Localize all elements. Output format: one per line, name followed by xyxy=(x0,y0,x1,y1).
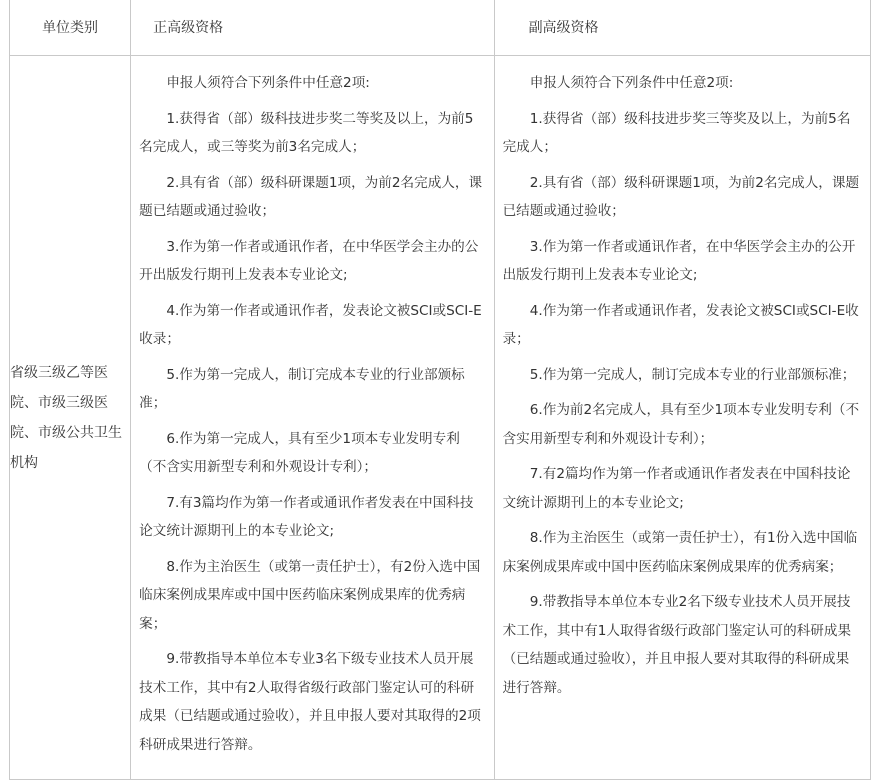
associate-requirements-cell xyxy=(494,56,870,780)
table-header-row xyxy=(10,0,871,56)
requirement-item: 1.获得省（部）级科技进步奖三等奖及以上，为前5名完成人； xyxy=(502,110,851,155)
requirement-item: 4.作为第一作者或通讯作者，发表论文被SCI或SCI-E收录； xyxy=(139,302,482,347)
requirement-intro: 申报人须符合下列条件中任意2项: xyxy=(529,75,734,91)
requirement-item: 3.作为第一作者或通讯作者，在中华医学会主办的公开出版发行期刊上发表本专业论文; xyxy=(502,238,856,283)
requirement-item: 4.作为第一作者或通讯作者，发表论文被SCI或SCI-E收录； xyxy=(502,302,859,347)
requirement-item: 6.作为第一完成人，具有至少1项本专业发明专利（不含实用新型专利和外观设计专利）； xyxy=(139,430,460,475)
senior-requirements-cell xyxy=(131,56,494,780)
header-unit-category: 单位类别 xyxy=(10,0,131,56)
requirement-item: 8.作为主治医生（或第一责任护士），有1份入选中国临床案例成果库或中国中医药临床案例成果库的优秀病案； xyxy=(502,530,858,575)
requirement-item: 9.带教指导本单位本专业3名下级专业技术人员开展技术工作，其中有2人取得省级行政部门鉴定认可的科研成果（已结题或通过验收），并且申报人要对其取得的2项科研成果进行答辩。 xyxy=(139,651,481,753)
requirement-item: 7.有3篇均作为第一作者或通讯作者发表在中国科技论文统计源期刊上的本专业论文; xyxy=(139,494,474,539)
requirement-item: 3.作为第一作者或通讯作者，在中华医学会主办的公开出版发行期刊上发表本专业论文; xyxy=(139,238,479,283)
header-senior-qualification: 正高级资格 xyxy=(131,0,494,56)
requirement-item: 8.作为主治医生（或第一责任护士），有2份入选中国临床案例成果库或中国中医药临床案例成果库的优秀病案； xyxy=(139,558,481,632)
requirement-item: 6.作为前2名完成人，具有至少1项本专业发明专利（不含实用新型专利和外观设计专利）； xyxy=(502,402,860,447)
requirement-item: 2.具有省（部）级科研课题1项，为前2名完成人，课题已结题或通过验收； xyxy=(139,174,483,219)
requirement-item: 1.获得省（部）级科技进步奖二等奖及以上，为前5名完成人，或三等奖为前3名完成人； xyxy=(139,110,474,155)
unit-category-cell: 省级三级乙等医院、市级三级医院、市级公共卫生机构 xyxy=(10,56,131,780)
requirement-item: 2.具有省（部）级科研课题1项，为前2名完成人，课题已结题或通过验收； xyxy=(502,174,860,219)
requirement-item: 9.带教指导本单位本专业2名下级专业技术人员开展技术工作，其中有1人取得省级行政部门鉴定认可的科研成果（已结题或通过验收），并且申报人要对其取得的科研成果进行答辩。 xyxy=(502,594,852,696)
requirement-intro: 申报人须符合下列条件中任意2项: xyxy=(166,75,370,91)
qualification-table xyxy=(9,0,871,780)
requirement-item: 5.作为第一完成人，制订完成本专业的行业部颁标准； xyxy=(529,366,856,383)
requirement-item: 7.有2篇均作为第一作者或通讯作者发表在中国科技论文统计源期刊上的本专业论文; xyxy=(502,466,851,511)
table-row xyxy=(10,56,871,780)
requirement-item: 5.作为第一完成人，制订完成本专业的行业部颁标准； xyxy=(139,366,465,411)
header-associate-qualification: 副高级资格 xyxy=(494,0,870,56)
